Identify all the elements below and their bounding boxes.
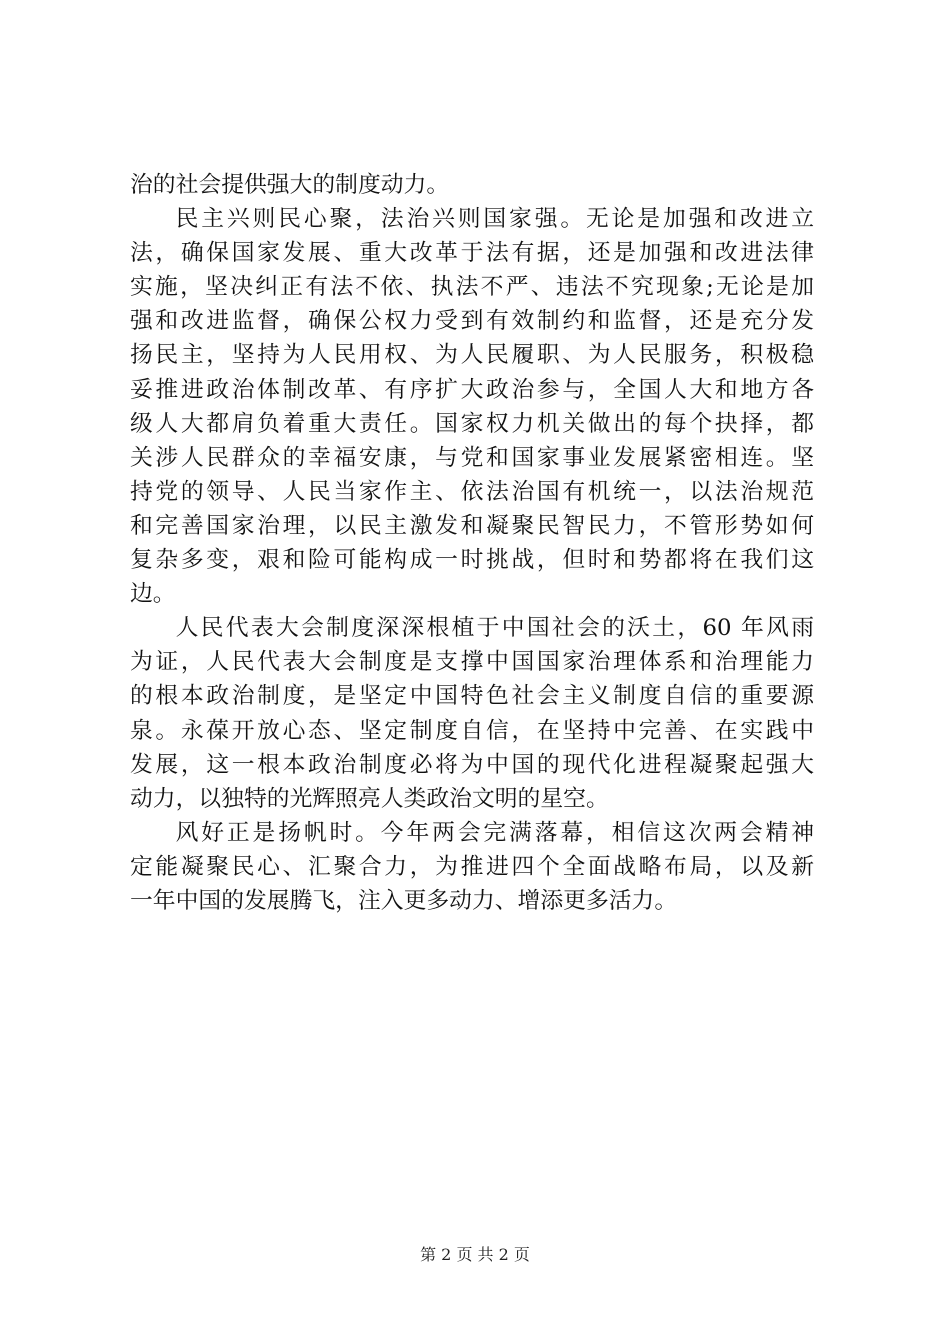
text-line: 人民代表大会制度深深根植于中国社会的沃土，60 年风雨 (175, 615, 814, 642)
text-line: 关涉人民群众的幸福安康，与党和国家事业发展紧密相连。坚 (130, 444, 814, 471)
paragraph-2 (130, 202, 814, 611)
page-number-label: 第 2 页 共 2 页 (420, 1245, 530, 1264)
text-line: 泉。永葆开放心态、坚定制度自信，在坚持中完善、在实践中 (130, 717, 814, 744)
text-line: 复杂多变，艰和险可能构成一时挑战，但时和势都将在我们这 (130, 547, 814, 574)
document-body (130, 168, 814, 918)
text-line: 的根本政治制度，是坚定中国特色社会主义制度自信的重要源 (130, 683, 814, 710)
page-footer (0, 1245, 950, 1265)
text-line: 实施，坚决纠正有法不依、执法不严、违法不究现象;无论是加 (130, 274, 814, 301)
text-line: 妥推进政治体制改革、有序扩大政治参与，全国人大和地方各 (130, 376, 814, 403)
text-line: 发展，这一根本政治制度必将为中国的现代化进程凝聚起强大 (130, 751, 814, 778)
text-line: 一年中国的发展腾飞，注入更多动力、增添更多活力。 (130, 887, 678, 914)
text-line: 级人大都肩负着重大责任。国家权力机关做出的每个抉择，都 (130, 410, 814, 437)
text-line: 持党的领导、人民当家作主、依法治国有机统一，以法治规范 (130, 478, 814, 505)
text-line: 动力，以独特的光辉照亮人类政治文明的星空。 (130, 785, 609, 812)
paragraph-1 (130, 168, 814, 202)
text-line: 民主兴则民心聚，法治兴则国家强。无论是加强和改进立 (175, 206, 814, 233)
text-line: 定能凝聚民心、汇聚合力，为推进四个全面战略布局，以及新 (130, 853, 814, 880)
text-line: 治的社会提供强大的制度动力。 (130, 172, 450, 198)
text-line: 法，确保国家发展、重大改革于法有据，还是加强和改进法律 (130, 240, 814, 267)
text-line: 边。 (130, 581, 176, 608)
text-line: 强和改进监督，确保公权力受到有效制约和监督，还是充分发 (130, 308, 814, 335)
text-line: 和完善国家治理，以民主激发和凝聚民智民力，不管形势如何 (130, 512, 814, 539)
paragraph-3 (130, 611, 814, 816)
text-line: 风好正是扬帆时。今年两会完满落幕，相信这次两会精神 (175, 819, 814, 846)
paragraph-4 (130, 816, 814, 918)
text-line: 扬民主，坚持为人民用权、为人民履职、为人民服务，积极稳 (130, 342, 814, 369)
text-line: 为证，人民代表大会制度是支撑中国国家治理体系和治理能力 (130, 649, 814, 676)
